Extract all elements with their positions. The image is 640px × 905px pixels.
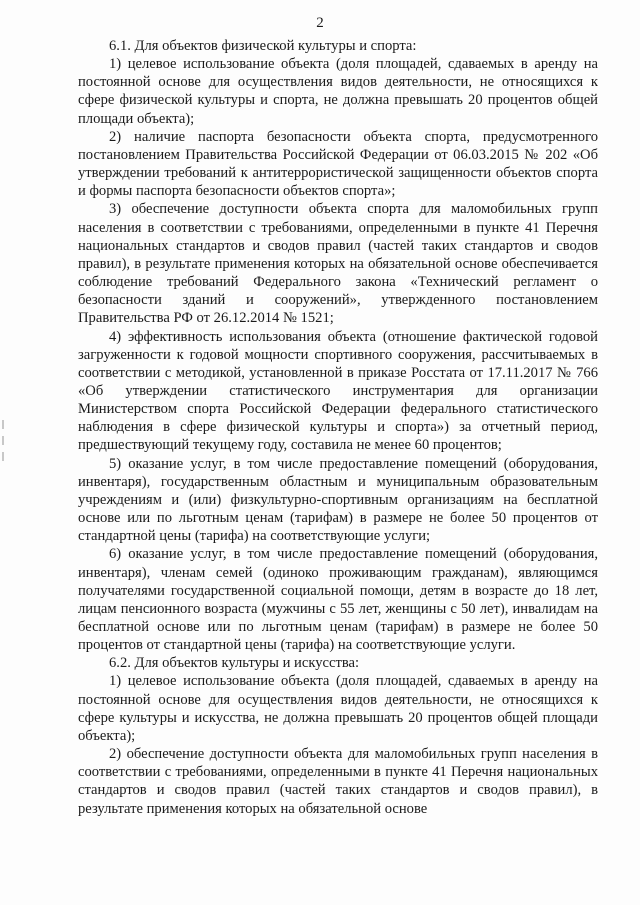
list-item: 5) оказание услуг, в том числе предоставление помещений (оборудования, инвентаря), государственным областным и муниципальным образовательным учреждениям и (или) физкультурно-спортивным организациям на бесплатной основе или по льготным ценам (тарифам) в размере не более 50 процентов от стандартной цены (тарифа) на соответствующие услуги;: [78, 455, 598, 545]
list-item: 4) эффективность использования объекта (отношение фактической годовой загруженности к годовой мощности спортивного сооружения, рассчитываемых в соответствии с методикой, установленной в приказе Росстата от 17.11.2017 № 766 «Об утверждении статистического инструментария для организации Министерством спорта Российской Федерации федерального статистического наблюдения в сфере физической культуры и спорта») за отчетный период, предшествующий текущему году, составила не менее 60 процентов;: [78, 328, 598, 454]
list-item: 3) обеспечение доступности объекта спорта для маломобильных групп населения в соответствии с требованиями, определенными в пункте 41 Перечня национальных стандартов и сводов правил (частей таких стандартов и сводов правил), в результате применения которых на обязательной основе обеспечивается соблюдение требований Федерального закона «Технический регламент о безопасности зданий и сооружений», утвержденного постановлением Правительства РФ от 26.12.2014 № 1521;: [78, 201, 598, 327]
list-item: 2) обеспечение доступности объекта для маломобильных групп населения в соответствии с требованиями, определенными в пункте 41 Перечня национальных стандартов и сводов правил (частей таких стандартов и сводов правил), в результате применения которых на обязательной основе: [78, 746, 598, 817]
section-heading-6-2: 6.2. Для объектов культуры и искусства:: [109, 655, 360, 672]
list-item: 1) целевое использование объекта (доля площадей, сдаваемых в аренду на постоянной основе для осуществления видов деятельности, не относящихся к сфере культуры и искусства, не должна превышать 20 процентов общей площади объекта);: [78, 673, 598, 744]
document-body: [78, 37, 598, 818]
scan-edge-mark: [2, 420, 4, 429]
section-heading-6-1: 6.1. Для объектов физической культуры и спорта:: [109, 38, 417, 54]
list-item: 6) оказание услуг, в том числе предоставление помещений (оборудования, инвентаря), членам семей (одиноко проживающим гражданам), являющимся получателями государственной социальной помощи, детям в возрасте до 18 лет, лицам пенсионного возраста (мужчины с 55 лет, женщины с 50 лет), инвалидам на бесплатной основе или по льготным ценам (тарифам) в размере не более 50 процентов от стандартной цены (тарифа) на соответствующие услуги.: [78, 546, 598, 654]
list-item: 2) наличие паспорта безопасности объекта спорта, предусмотренного постановлением Правительства Российской Федерации от 06.03.2015 № 202 «Об утверждении требований к антитеррористической защищенности объектов спорта и формы паспорта безопасности объектов спорта»;: [78, 128, 598, 200]
scan-edge-mark: [2, 452, 4, 461]
scan-edge-mark: [2, 436, 4, 445]
list-item: 1) целевое использование объекта (доля площадей, сдаваемых в аренду на постоянной основе для осуществления видов деятельности, не относящихся к сфере физической культуры и спорта, не должна превышать 20 процентов общей площади объекта);: [78, 56, 598, 127]
page-number: 2: [316, 15, 324, 31]
